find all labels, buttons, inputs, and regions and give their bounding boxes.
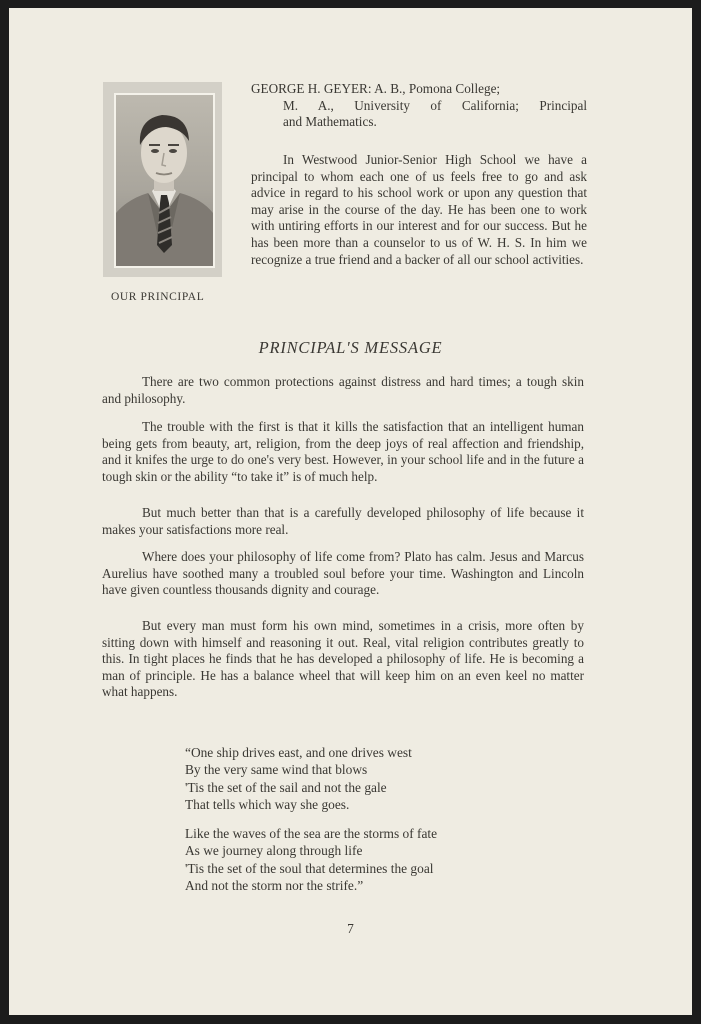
principal-photo-frame: [103, 82, 222, 277]
poem-line: As we journey along through life: [185, 843, 363, 859]
message-paragraph: But much better than that is a carefully developed philosophy of life because it makes your satisfactions more real.: [102, 505, 584, 537]
principal-portrait: [114, 93, 215, 268]
poem-stanza: [185, 744, 565, 814]
poem-line: Like the waves of the sea are the storms of fate: [185, 826, 438, 841]
bio-heading: [251, 81, 587, 131]
poem-line: That tells which way she goes.: [185, 797, 350, 813]
photo-caption: OUR PRINCIPAL: [111, 291, 205, 303]
yearbook-page: [9, 8, 692, 1015]
poem-line: 'Tis the set of the sail and not the gale: [185, 779, 387, 795]
bio-paragraph: In Westwood Junior-Senior High School we have a principal to whom each one of us feels free to go and ask advice in regard to his school work or upon any question that may arise in the course of the day. He has been one to work with untiring efforts in our interest and for our success. But he has been more than a counselor to us of W. H. S. In him we recognize a true friend and a backer of all our school activities.: [251, 152, 587, 267]
message-paragraph: The trouble with the first is that it kills the satisfaction that an intelligent human being gets from beauty, art, religion, from the deep joys of real affection and friendship, and it knifes the urge to do one's very best. However, in your school life and in the future a tough skin or the ability “to take it” is of much help.: [102, 419, 584, 484]
portrait-photo-image: [116, 95, 213, 266]
poem-line: “One ship drives east, and one drives west: [185, 745, 412, 760]
bio-heading-line: GEORGE H. GEYER: A. B., Pomona College;: [251, 81, 501, 96]
page-number: 7: [347, 921, 354, 936]
message-paragraph: Where does your philosophy of life come from? Plato has calm. Jesus and Marcus Aurelius have soothed many a troubled soul before your time. Washington and Lincoln have given countless thousands dignity and courage.: [102, 549, 584, 598]
poem-line: 'Tis the set of the soul that determines the goal: [185, 860, 434, 876]
page-title: PRINCIPAL'S MESSAGE: [258, 338, 443, 357]
poem-stanza: [185, 825, 565, 895]
bio-heading-line: M. A., University of California; Principal: [283, 97, 587, 113]
message-paragraph: There are two common protections against distress and hard times; a tough skin and philosophy.: [102, 374, 584, 406]
message-paragraph: But every man must form his own mind, sometimes in a crisis, more often by sitting down with himself and reasoning it out. Real, vital religion contributes greatly to this. In tight places he finds that he has developed a philosophy of life. He is becoming a man of principle. He has a balance wheel that will keep him on an even keel no matter what happens.: [102, 618, 584, 700]
poem-line: By the very same wind that blows: [185, 762, 368, 778]
poem-line: And not the storm nor the strife.”: [185, 878, 364, 894]
bio-heading-line: and Mathematics.: [283, 114, 377, 130]
